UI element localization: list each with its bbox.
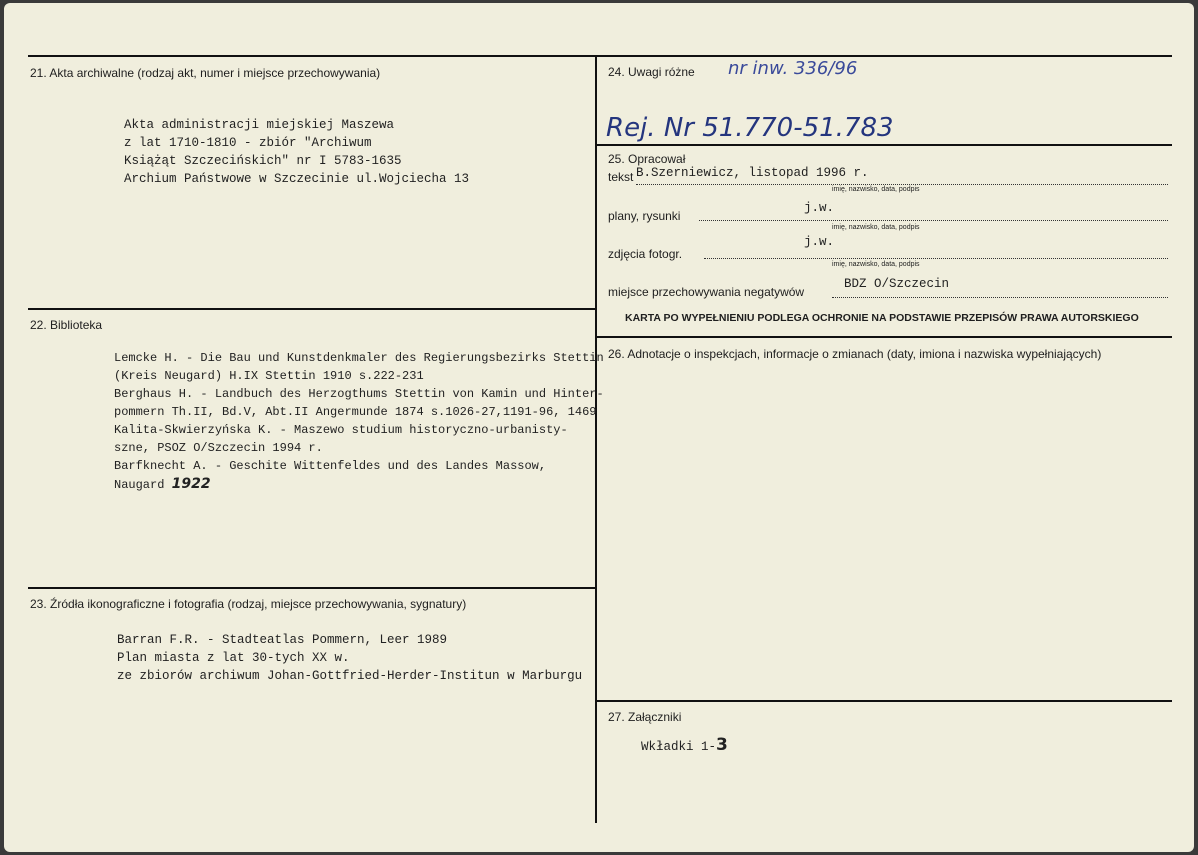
zdjecia-value: j.w.: [804, 235, 835, 249]
tekst-line: [636, 183, 1168, 185]
rule-21-22: [28, 308, 595, 310]
plany-caption: imię, nazwisko, data, podpis: [832, 224, 920, 231]
top-rule: [28, 55, 1172, 57]
rule-24-25: [597, 144, 1172, 146]
negatywy-line: [832, 296, 1168, 298]
tekst-caption: imię, nazwisko, data, podpis: [832, 186, 920, 193]
sec22-line-last: [114, 475, 604, 494]
zdjecia-label: zdjęcia fotogr.: [608, 247, 683, 261]
sec22-line: pommern Th.II, Bd.V, Abt.II Angermunde 1874 s.1026-27,1191-96, 1469: [114, 405, 597, 419]
zdjecia-caption: imię, nazwisko, data, podpis: [832, 261, 920, 268]
sec27-value: [641, 736, 728, 756]
sec23-line: ze zbiorów archiwum Johan-Gottfried-Herder-Institun w Marburgu: [117, 669, 583, 683]
sec23-text: [117, 631, 582, 685]
rule-26-27: [597, 700, 1172, 702]
copyright-notice: KARTA PO WYPEŁNIENIU PODLEGA OCHRONIE NA PODSTAWIE PRZEPISÓW PRAWA AUTORSKIEGO: [625, 312, 1139, 324]
handwritten-attachment-count: 3: [716, 735, 728, 755]
sec23-line: Plan miasta z lat 30-tych XX w.: [117, 651, 350, 665]
attachments-text: Wkładki 1-: [641, 740, 717, 754]
plany-label: plany, rysunki: [608, 209, 681, 223]
negatywy-label: miejsce przechowywania negatywów: [608, 285, 805, 299]
rule-25-26: [597, 336, 1172, 338]
rule-22-23: [28, 587, 595, 589]
sec21-line: Książąt Szczecińskich" nr I 5783-1635: [124, 154, 402, 168]
sec21-line: Akta administracji miejskiej Maszewa: [124, 118, 395, 132]
tekst-label: tekst: [608, 170, 634, 184]
sec24-label: 24. Uwagi różne: [608, 65, 695, 79]
sec22-line: Lemcke H. - Die Bau und Kunstdenkmaler des Regierungsbezirks Stettin: [114, 351, 604, 365]
sec22-line: Naugard: [114, 478, 165, 492]
tekst-value: B.Szerniewicz, listopad 1996 r.: [636, 166, 869, 180]
handwritten-year: 1922: [171, 476, 211, 492]
sec23-line: Barran F.R. - Stadteatlas Pommern, Leer 1989: [117, 633, 448, 647]
sec22-text: [114, 349, 604, 494]
plany-line: [699, 219, 1168, 221]
negatywy-value: BDZ O/Szczecin: [844, 277, 950, 291]
sec21-line: z lat 1710-1810 - zbiór "Archiwum: [124, 136, 372, 150]
handwritten-register-number: Rej. Nr 51.770-51.783: [606, 113, 894, 143]
plany-value: j.w.: [804, 201, 835, 215]
sec22-line: Berghaus H. - Landbuch des Herzogthums Stettin von Kamin und Hinter-: [114, 387, 604, 401]
sec25-label: 25. Opracował: [608, 152, 686, 166]
zdjecia-line: [704, 257, 1168, 259]
sec22-line: (Kreis Neugard) H.IX Stettin 1910 s.222-231: [114, 369, 424, 383]
sec26-label: 26. Adnotacje o inspekcjach, informacje o zmianach (daty, imiona i nazwiska wypełniających): [608, 347, 1102, 361]
sec21-line: Archium Państwowe w Szczecinie ul.Wojciecha 13: [124, 172, 470, 186]
sec22-line: Kalita-Skwierzyńska K. - Maszewo studium historyczno-urbanisty-: [114, 423, 568, 437]
sec22-line: szne, PSOZ O/Szczecin 1994 r.: [114, 441, 323, 455]
sec23-label: 23. Źródła ikonograficzne i fotografia (rodzaj, miejsce przechowywania, sygnatury): [30, 597, 467, 611]
sec22-line: Barfknecht A. - Geschite Wittenfeldes und des Landes Massow,: [114, 459, 547, 473]
handwritten-inventory-number: nr inw. 336/96: [728, 58, 858, 79]
sec22-label: 22. Biblioteka: [30, 318, 103, 332]
record-card: [4, 3, 1194, 852]
sec27-label: 27. Załączniki: [608, 710, 682, 724]
sec21-label: 21. Akta archiwalne (rodzaj akt, numer i miejsce przechowywania): [30, 66, 381, 80]
sec21-text: [124, 116, 469, 188]
